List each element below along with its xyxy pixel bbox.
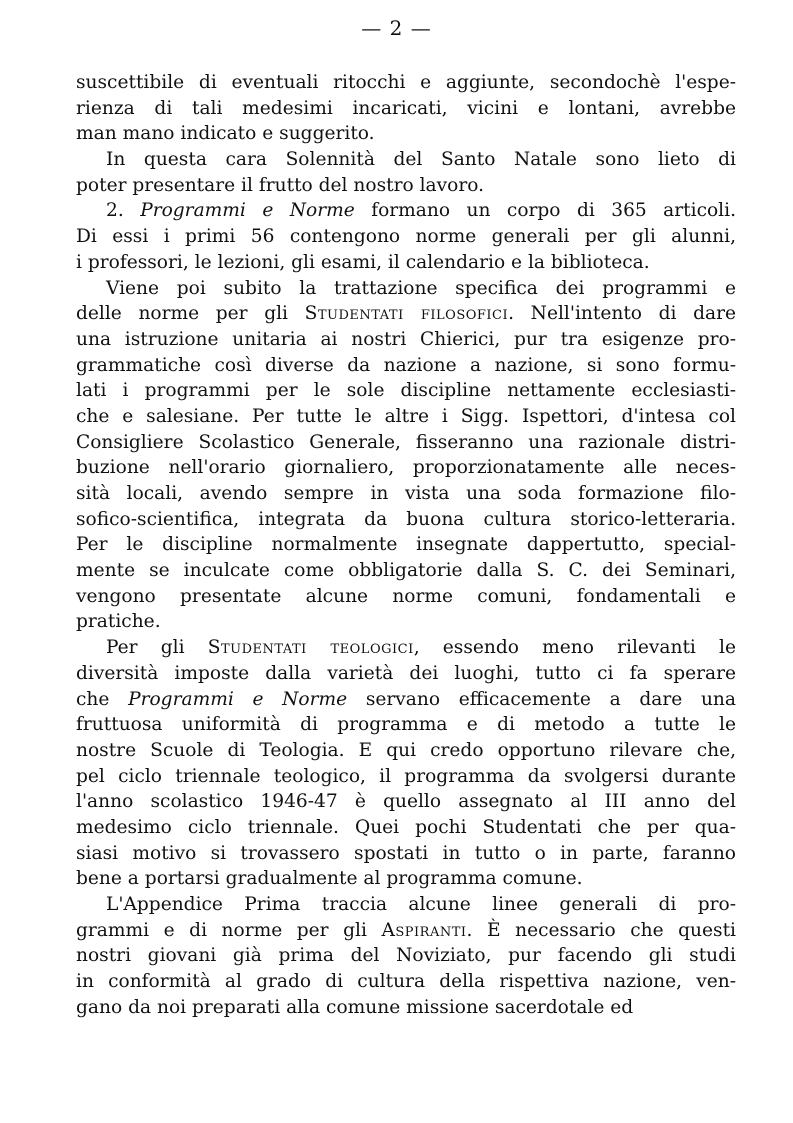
text-line <box>76 635 736 661</box>
text-run: formano un corpo di 365 articoli. <box>354 200 736 222</box>
text-line <box>76 841 736 867</box>
text-run: bene a portarsi gradualmente al programma comune. <box>76 868 583 890</box>
text-line <box>76 764 736 790</box>
text-line <box>76 276 736 302</box>
paragraph <box>76 635 736 892</box>
text-line <box>76 918 736 944</box>
text-run: Per le discipline normalmente insegnate dappertutto, special- <box>76 534 736 556</box>
text-run: Consigliere Scolastico Generale, fisseranno una razionale distri- <box>76 431 736 453</box>
text-line <box>76 584 736 610</box>
text-run: che e salesiane. Per tutte le altre i Sigg. Ispettori, d'intesa col <box>76 405 736 427</box>
text-line <box>76 198 736 224</box>
text-run: grammatiche così diverse da nazione a nazione, si sono formu- <box>76 354 736 376</box>
text-line <box>76 558 736 584</box>
text-line <box>76 70 736 96</box>
text-run: servano efficacemente a dare una <box>347 688 736 710</box>
text-line <box>76 789 736 815</box>
text-run: delle norme per gli <box>76 303 305 325</box>
text-line <box>76 121 736 147</box>
text-line <box>76 353 736 379</box>
text-run: rienza di tali medesimi incaricati, vicini e lontani, avrebbe <box>76 97 736 119</box>
text-line <box>76 532 736 558</box>
text-run: . È necessario che questi <box>466 919 736 941</box>
text-line <box>76 866 736 892</box>
text-run: buzione nell'orario giornaliero, proporzionatamente alle neces- <box>76 457 736 479</box>
text-line <box>76 943 736 969</box>
text-line <box>76 481 736 507</box>
paragraph <box>76 147 736 198</box>
text-line <box>76 378 736 404</box>
text-line <box>76 892 736 918</box>
small-caps-term: Studentati filosofici <box>304 303 509 325</box>
paragraph <box>76 70 736 147</box>
text-line <box>76 738 736 764</box>
text-run: . Nell'intento di dare <box>508 303 736 325</box>
text-run: L'Appendice Prima traccia alcune linee generali di pro- <box>106 894 736 915</box>
text-run: fruttuosa uniformità di programma e di metodo a tutte le <box>76 714 736 736</box>
text-line <box>76 969 736 995</box>
text-line <box>76 609 736 635</box>
text-line <box>76 173 736 199</box>
text-line <box>76 147 736 173</box>
text-line <box>76 455 736 481</box>
text-run: i professori, le lezioni, gli esami, il calendario e la biblioteca. <box>76 251 650 273</box>
small-caps-term: Studentati teologici <box>207 637 414 659</box>
text-line <box>76 301 736 327</box>
paragraph <box>76 892 736 1020</box>
text-run: In questa cara Solennità del Santo Natale sono lieto di <box>106 149 736 171</box>
page-number: — 2 — <box>361 16 432 40</box>
italic-title: Programmi e Norme <box>128 688 348 710</box>
text-run: 2. <box>106 200 141 222</box>
text-run: una istruzione unitaria ai nostri Chierici, pur tra esigenze pro- <box>76 328 736 350</box>
text-run: nostre Scuole di Teologia. E qui credo opportuno rilevare che, <box>76 739 736 761</box>
text-run: gano da noi preparati alla comune missione sacerdotale ed <box>76 996 634 1018</box>
text-line <box>76 250 736 276</box>
text-run: diversità imposte dalla varietà dei luoghi, tutto ci fa sperare <box>76 662 736 684</box>
text-run: , essendo meno rilevanti le <box>413 637 736 659</box>
text-run: lati i programmi per le sole discipline nettamente ecclesiasti- <box>76 380 736 402</box>
text-line <box>76 995 736 1021</box>
text-run: che <box>76 688 129 710</box>
text-run: medesimo ciclo triennale. Quei pochi Studentati che per qua- <box>76 816 736 838</box>
body-text <box>76 70 736 1020</box>
text-line <box>76 96 736 122</box>
text-run: sofico-scientifica, integrata da buona cultura storico-letteraria. <box>76 508 736 530</box>
text-run: pratiche. <box>76 611 161 633</box>
text-run: grammi e di norme per gli <box>76 919 382 941</box>
text-line <box>76 404 736 430</box>
text-line <box>76 224 736 250</box>
text-line <box>76 687 736 713</box>
italic-title: Programmi e Norme <box>140 200 355 222</box>
text-run: siasi motivo si trovassero spostati in tutto o in parte, faranno <box>76 842 736 864</box>
text-line <box>76 507 736 533</box>
text-run: mente se inculcate come obbligatorie dalla S. C. dei Seminari, <box>76 560 736 582</box>
paragraph <box>76 198 736 275</box>
text-run: l'anno scolastico 1946-47 è quello assegnato al III anno del <box>76 791 736 813</box>
text-run: Per gli <box>106 637 208 659</box>
text-run: pel ciclo triennale teologico, il programma da svolgersi durante <box>76 765 736 787</box>
text-run: nostri giovani già prima del Noviziato, pur facendo gli studi <box>76 945 736 967</box>
text-line <box>76 815 736 841</box>
small-caps-term: Aspiranti <box>381 919 467 941</box>
text-run: poter presentare il frutto del nostro lavoro. <box>76 174 484 196</box>
text-run: man mano indicato e suggerito. <box>76 123 375 145</box>
text-line <box>76 661 736 687</box>
text-run: sità locali, avendo sempre in vista una soda formazione filo- <box>76 483 736 504</box>
text-run: Di essi i primi 56 contengono norme generali per gli alunni, <box>76 226 736 248</box>
text-line <box>76 327 736 353</box>
text-run: in conformità al grado di cultura della rispettiva nazione, ven- <box>76 971 736 993</box>
text-run: suscettibile di eventuali ritocchi e aggiunte, secondochè l'espe- <box>76 72 736 93</box>
text-line <box>76 430 736 456</box>
text-line <box>76 712 736 738</box>
paragraph <box>76 276 736 636</box>
text-run: Viene poi subito la trattazione specifica dei programmi e <box>106 277 736 299</box>
text-run: vengono presentate alcune norme comuni, fondamentali e <box>76 585 736 607</box>
